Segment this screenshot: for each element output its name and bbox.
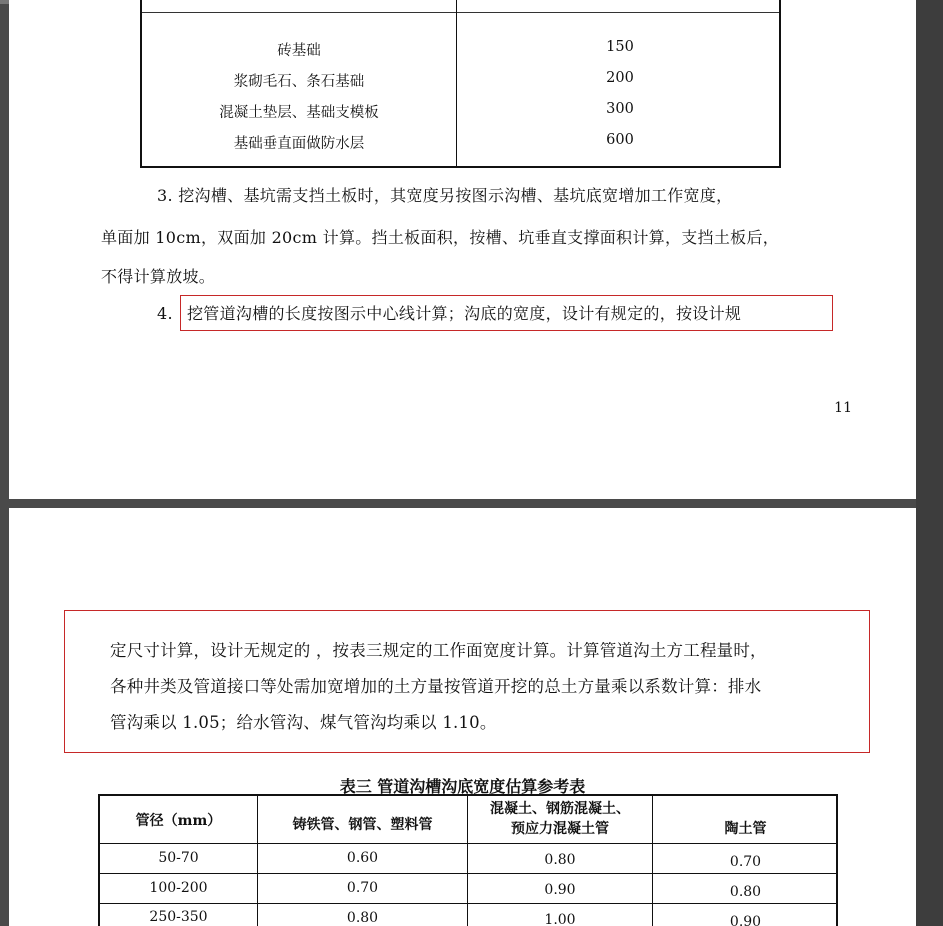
cell-diameter: 50-70 [158,850,199,866]
paragraph-3-line-1: 3. 挖沟槽、基坑需支挡土板时，其宽度另按图示沟槽、基坑底宽增加工作宽度， [157,186,733,205]
cell-clay: 0.70 [729,854,762,870]
trench-width-table [98,794,838,926]
table-row-divider [100,873,836,874]
table-row [142,65,779,93]
table-row-divider [100,843,836,844]
table-cell-value: 600 [606,132,634,148]
continued-paragraph-line-2: 各种井类及管道接口等处需加宽增加的土方量按管道开挖的总土方量乘以系数计算：排水 [110,677,762,696]
document-page-11 [9,0,916,499]
working-width-table [140,0,781,168]
continued-paragraph-line-3: 管沟乘以 1.05；给水管沟、煤气管沟均乘以 1.10。 [110,713,497,732]
highlight-box [64,610,870,753]
cell-diameter: 250-350 [149,909,208,925]
cell-clay: 0.90 [729,914,762,926]
scan-noise [9,479,916,493]
table-row [142,96,779,124]
table-cell-value: 150 [606,39,634,55]
table-cell-item: 浆砌毛石、条石基础 [233,74,365,90]
table-3-title: 表三 管道沟槽沟底宽度估算参考表 [339,777,586,796]
cell-iron: 0.60 [346,850,379,866]
paragraph-3-line-2: 单面加 10cm，双面加 20cm 计算。挡土板面积，按槽、坑垂直支撑面积计算，支挡土板后， [101,228,780,247]
header-diameter: 管径（mm） [135,813,222,829]
continued-paragraph-line-1: 定尺寸计算，设计无规定的 ，按表三规定的工作面宽度计算。计算管道沟土方工程量时， [110,641,767,660]
cell-concrete: 1.00 [544,912,576,926]
table-cell-value: 200 [606,70,634,86]
paragraph-3-line-3: 不得计算放坡。 [101,267,216,286]
cell-concrete: 0.90 [544,882,576,898]
table-row [142,34,779,62]
cell-concrete: 0.80 [544,852,576,868]
cell-diameter: 100-200 [149,880,208,896]
table-divider [142,12,779,13]
document-page-12 [9,508,916,926]
table-row-divider [100,903,836,904]
header-iron-pipe: 铸铁管、钢管、塑料管 [292,817,433,833]
page-number: 11 [834,400,852,416]
paragraph-4-text: 挖管道沟槽的长度按图示中心线计算；沟底的宽度，设计有规定的，按设计规 [187,304,742,323]
cell-iron: 0.70 [346,880,379,896]
header-concrete-pipe-line-1: 混凝土、钢筋混凝土、 [490,801,630,817]
paragraph-4-number: 4. [157,304,173,323]
viewer-right-margin [916,0,943,926]
table-row [142,127,779,155]
cell-clay: 0.80 [729,884,762,900]
table-cell-item: 砖基础 [277,43,321,59]
table-cell-item: 混凝土垫层、基础支模板 [219,105,379,121]
header-clay-pipe: 陶土管 [724,821,767,837]
header-concrete-pipe-line-2: 预应力混凝土管 [511,821,609,837]
cell-iron: 0.80 [346,910,379,926]
table-cell-item: 基础垂直面做防水层 [233,136,365,152]
table-cell-value: 300 [606,101,634,117]
